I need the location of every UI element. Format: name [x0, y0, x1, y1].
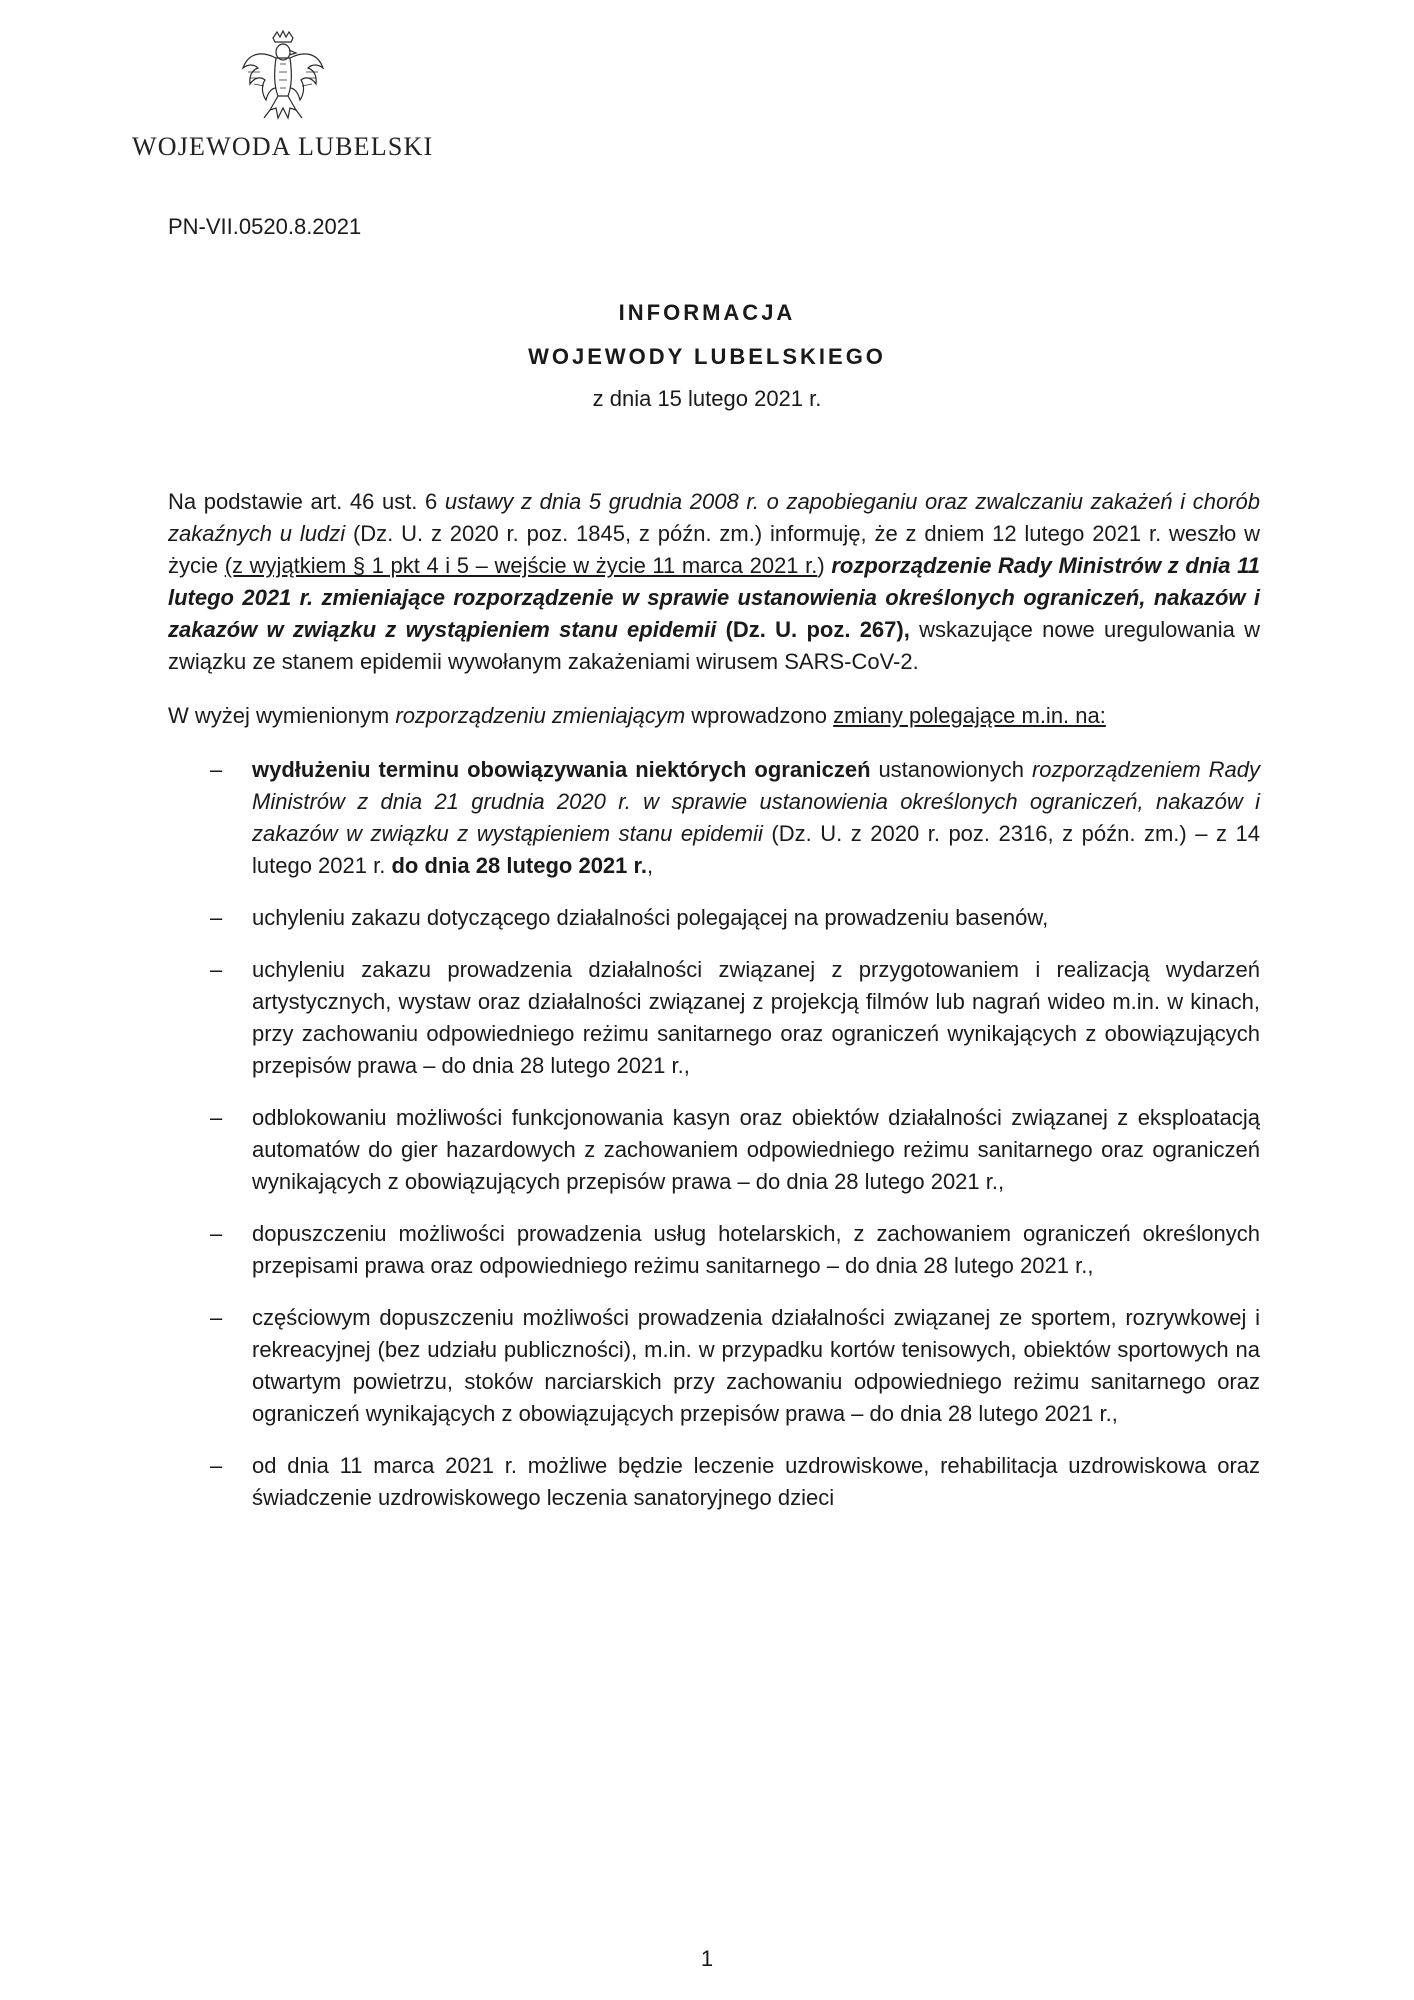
list-item	[168, 1218, 1260, 1282]
document-date: z dnia 15 lutego 2021 r.	[592, 386, 822, 411]
item-6-text: częściowym dopuszczeniu możliwości prowadzenia działalności związanej ze sportem, rozrywkowej i rekreacyjnej (bez udziału publiczności), m.in. w przypadku kortów tenisowych, obiektów sportowych na otwartym powietrzu, stoków narciarskich przy zachowaniu odpowiedniego reżimu sanitarnego oraz ograniczeń wynikających z obowiązujących przepisów prawa – do dnia 28 lutego 2021 r.,	[252, 1305, 1260, 1426]
item-1-bold: wydłużeniu terminu obowiązywania niektórych ograniczeń	[252, 757, 871, 782]
act-title: ustawy z dnia 5 grudnia 2008 r. o zapobieganiu oraz zwalczaniu zakażeń i chorób zakaźnych u ludzi	[168, 489, 1260, 546]
item-2-text: uchyleniu zakazu dotyczącego działalności polegającej na prowadzeniu basenów,	[252, 905, 1049, 930]
list-bullet: –	[210, 957, 223, 982]
item-1-deadline: do dnia 28 lutego 2021 r.	[391, 853, 647, 878]
page-number: 1	[700, 1946, 714, 1971]
list-bullet: –	[210, 757, 223, 782]
issuing-office: WOJEWODA LUBELSKI	[132, 132, 434, 161]
document-title: INFORMACJA	[618, 300, 796, 325]
eagle-emblem-icon	[240, 28, 326, 128]
list-item	[168, 1302, 1260, 1430]
item-1-reference: (Dz. U. z 2020 r. poz. 2316, z późn. zm.) – z 14 lutego 2021 r.	[252, 821, 1260, 878]
list-bullet: –	[210, 1305, 223, 1330]
regulation-title: rozporządzenie Rady Ministrów z dnia 11 lutego 2021 r. zmieniające rozporządzenie w sprawie ustanowienia określonych ograniczeń, nakazów i zakazów w związku z wystąpieniem stanu epidemii	[168, 553, 1260, 642]
item-4-text: odblokowaniu możliwości funkcjonowania kasyn oraz obiektów działalności związanej z eksploatacją automatów do gier hazardowych z zachowaniem odpowiedniego reżimu sanitarnego oraz ograniczeń wynikających z obowiązujących przepisów prawa – do dnia 28 lutego 2021 r.,	[252, 1105, 1260, 1194]
item-1-text: ustanowionych	[870, 757, 1032, 782]
item-5-text: dopuszczeniu możliwości prowadzenia usług hotelarskich, z zachowaniem ograniczeń określonych przepisami prawa oraz odpowiedniego reżimu sanitarnego – do dnia 28 lutego 2021 r.,	[252, 1221, 1260, 1278]
intro-text-4: wskazujące nowe uregulowania w związku ze stanem epidemii wywołanym zakażeniami wirusem SARS-CoV-2.	[168, 617, 1260, 674]
document-title-issuer: WOJEWODY LUBELSKIEGO	[528, 344, 886, 369]
list-bullet: –	[210, 905, 223, 930]
lead-text-2: wprowadzono	[685, 703, 834, 728]
list-bullet: –	[210, 1221, 223, 1246]
intro-text-2: (Dz. U. z 2020 r. poz. 1845, z późn. zm.) informuję, że z dniem 12 lutego 2021 r. weszło w życie	[168, 521, 1261, 578]
list-bullet: –	[210, 1105, 223, 1130]
item-1-end: ,	[646, 853, 654, 878]
lead-regulation: rozporządzeniu zmieniającym	[395, 703, 686, 728]
document-body	[168, 486, 1260, 1534]
regulation-reference: (Dz. U. poz. 267),	[716, 617, 910, 642]
lead-changes: zmiany polegające m.in. na:	[833, 703, 1106, 728]
intro-paragraph	[168, 486, 1260, 678]
item-3-text: uchyleniu zakazu prowadzenia działalności związanej z przygotowaniem i realizacją wydarzeń artystycznych, wystaw oraz działalności związanej z projekcją filmów lub nagrań wideo m.in. w kinach, przy zachowaniu odpowiedniego reżimu sanitarnego oraz ograniczeń wynikających z obowiązujących przepisów prawa – do dnia 28 lutego 2021 r.,	[252, 957, 1260, 1078]
list-item	[168, 754, 1260, 882]
list-item	[168, 1102, 1260, 1198]
exception-note: (z wyjątkiem § 1 pkt 4 i 5 – wejście w życie 11 marca 2021 r.	[224, 553, 818, 578]
item-7-text: od dnia 11 marca 2021 r. możliwe będzie leczenie uzdrowiskowe, rehabilitacja uzdrowiskowa oraz świadczenie uzdrowiskowego leczenia sanatoryjnego dzieci	[252, 1453, 1260, 1510]
changes-list	[168, 754, 1260, 1514]
item-1-regulation: rozporządzeniem Rady Ministrów z dnia 21 grudnia 2020 r. w sprawie ustanowienia określonych ograniczeń, nakazów i zakazów w związku z wystąpieniem stanu epidemii	[252, 757, 1260, 846]
intro-text-1: Na podstawie art. 46 ust. 6	[168, 489, 445, 514]
list-item	[168, 902, 1260, 934]
list-item	[168, 954, 1260, 1082]
lead-text-1: W wyżej wymienionym	[168, 703, 396, 728]
list-item	[168, 1450, 1260, 1514]
lead-paragraph	[168, 700, 1260, 732]
document-reference-number: PN-VII.0520.8.2021	[168, 214, 362, 239]
intro-text-3: )	[817, 553, 832, 578]
list-bullet: –	[210, 1453, 223, 1478]
